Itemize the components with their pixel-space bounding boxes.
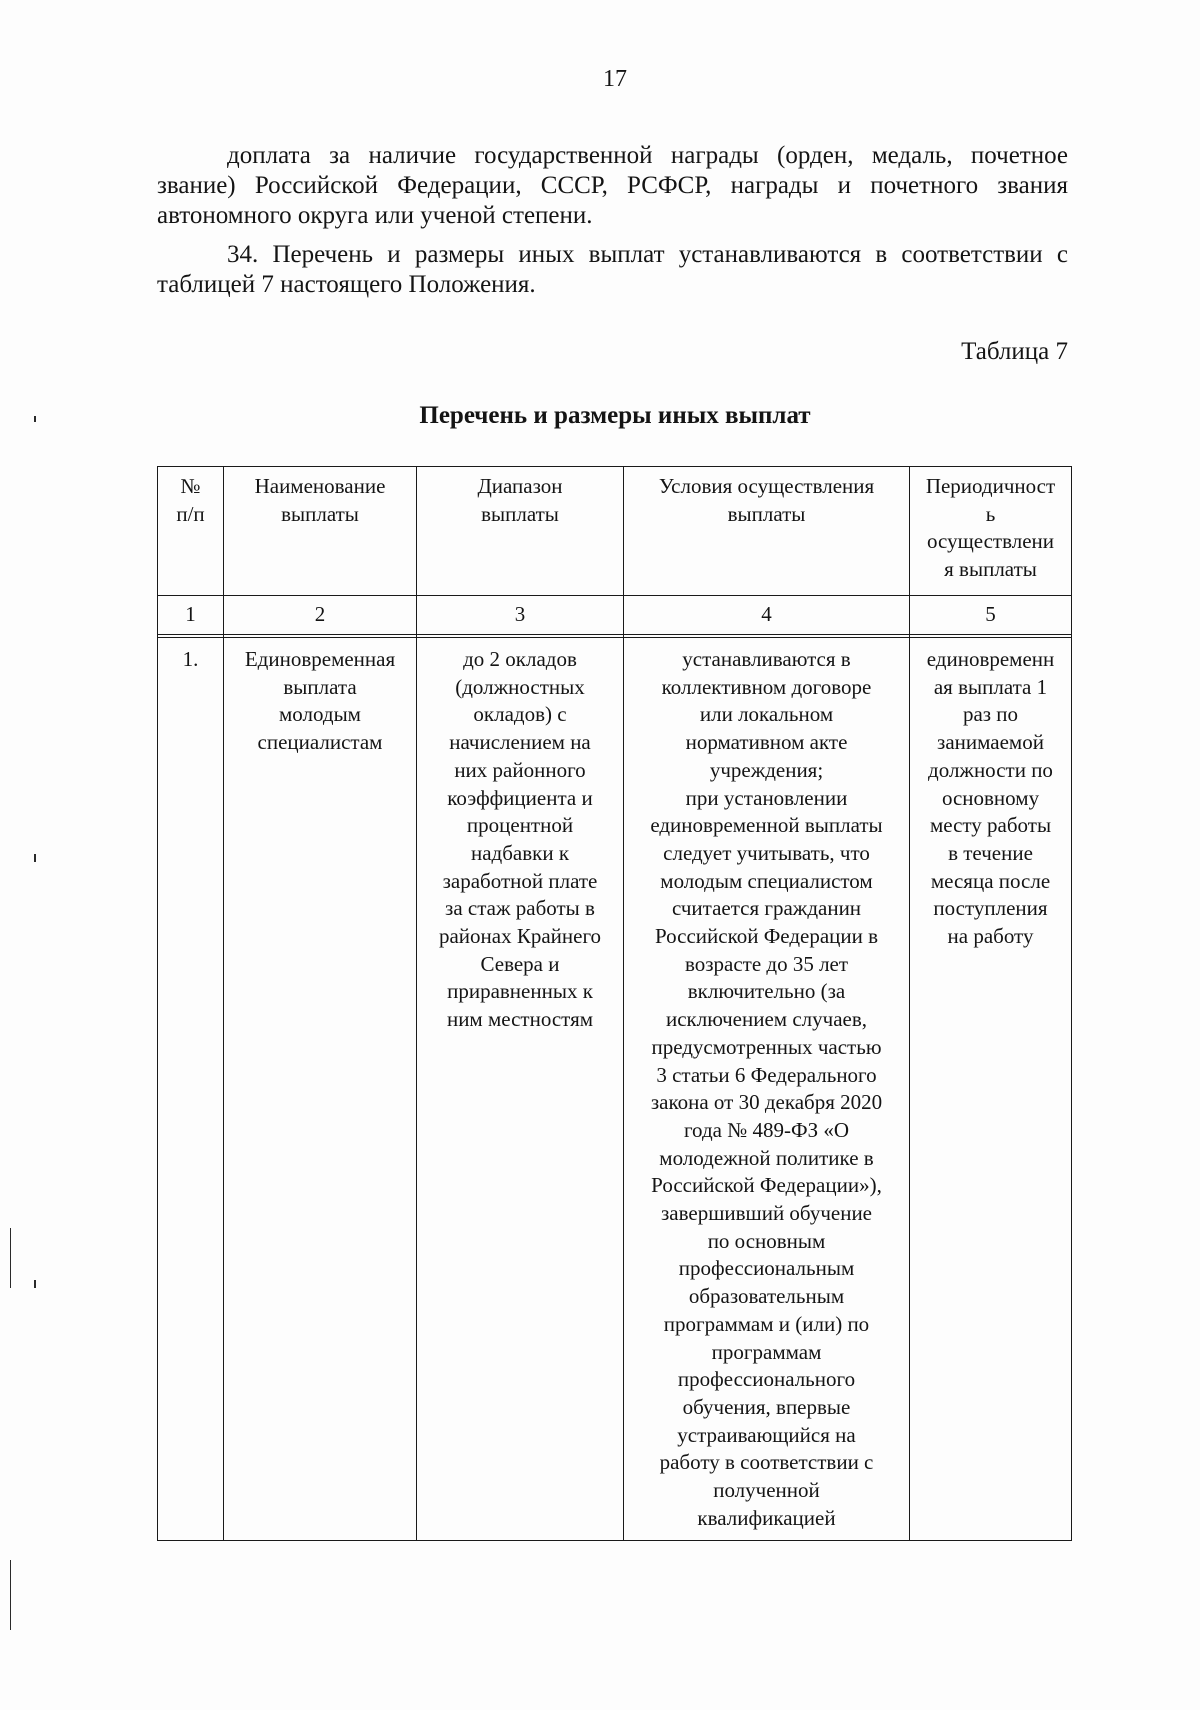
cell-text-line: коллективном договоре: [661, 674, 872, 699]
cell-text-line: единовременн: [926, 647, 1055, 671]
cell-text-line: выплаты: [727, 501, 806, 526]
cell-text-line: по основным: [707, 1228, 826, 1253]
cell-text-line: или локальном: [699, 702, 834, 727]
cell-text-line: №: [180, 474, 201, 498]
scan-margin-mark: [34, 416, 36, 422]
cell-text-line: выплата: [283, 674, 357, 699]
cell-text-line: единовременной выплаты: [650, 813, 883, 838]
cell-text-line: профессиональным: [678, 1256, 855, 1281]
row-payment-name: [224, 638, 417, 1541]
cell-text-line: ая выплата 1: [933, 674, 1048, 699]
cell-text-line: Диапазон: [477, 474, 563, 498]
column-number: 1: [158, 596, 224, 635]
cell-text-line: устанавливаются в: [682, 647, 851, 671]
scan-margin-mark: [10, 1228, 11, 1288]
row-number: 1.: [158, 638, 224, 1541]
scan-margin-mark: [34, 1280, 36, 1288]
cell-text-line: раз по: [962, 702, 1019, 727]
row-payment-conditions: [624, 638, 910, 1541]
cell-text-line: предусмотренных частью: [651, 1034, 882, 1059]
cell-text-line: исключением случаев,: [665, 1007, 868, 1032]
cell-text-line: профессионального: [677, 1367, 856, 1392]
cell-text-line: выплаты: [281, 501, 359, 526]
cell-text-line: занимаемой: [937, 730, 1044, 755]
cell-text-line: начислением на: [449, 730, 591, 755]
cell-text-line: надбавки к: [470, 840, 570, 865]
header-cell-periodicity: [910, 467, 1072, 596]
cell-text-line: нормативном акте: [685, 730, 848, 755]
paragraph-2-text: 34. Перечень и размеры иных выплат устанавливаются в соответствии с таблицей 7 настоящего Положения.: [157, 241, 1068, 298]
cell-text-line: в течение: [948, 840, 1033, 865]
table-title: Перечень и размеры иных выплат: [419, 402, 811, 429]
cell-text-line: Российской Федерации в: [654, 924, 879, 949]
column-number-row: [158, 596, 1072, 635]
cell-text-line: должности по: [928, 757, 1053, 782]
cell-text-line: программам: [711, 1339, 822, 1364]
cell-text-line: заработной плате: [442, 868, 598, 893]
cell-text-line: Российской Федерации»),: [651, 1173, 882, 1198]
cell-text-line: до 2 окладов: [463, 647, 577, 671]
cell-text-line: закона от 30 декабря 2020: [650, 1090, 883, 1115]
page-number: 17: [603, 66, 627, 92]
cell-text-line: образовательным: [688, 1284, 845, 1309]
cell-text-line: работу в соответствии с: [659, 1450, 874, 1475]
cell-text-line: 3 статьи 6 Федерального: [656, 1062, 877, 1087]
cell-text-line: обучения, впервые: [682, 1394, 851, 1419]
column-number: 2: [224, 596, 417, 635]
cell-text-line: них районного: [454, 757, 586, 782]
cell-text-line: месту работы: [929, 813, 1052, 838]
scan-margin-mark: [34, 854, 36, 862]
cell-text-line: Наименование: [254, 474, 386, 498]
cell-text-line: устраивающийся на: [677, 1422, 856, 1447]
column-number: 4: [624, 596, 910, 635]
cell-text-line: п/п: [176, 501, 205, 526]
cell-text-line: следует учитывать, что: [663, 840, 870, 865]
header-cell-conditions: [624, 467, 910, 596]
row-payment-range: [417, 638, 624, 1541]
cell-text-line: за стаж работы в: [445, 896, 595, 921]
paragraph-1-text: доплата за наличие государственной награды (орден, медаль, почетное звание) Российской Федерации, СССР, РСФСР, награды и почетного звания автономного округа или ученой степени.: [157, 142, 1068, 229]
column-number: 3: [417, 596, 624, 635]
column-number: 5: [910, 596, 1072, 635]
cell-text-line: Единовременная: [244, 647, 396, 671]
table-label: Таблица 7: [961, 338, 1068, 365]
payments-table: [157, 466, 1072, 1541]
cell-text-line: молодым: [279, 702, 361, 727]
cell-text-line: Периодичност: [925, 474, 1056, 498]
cell-text-line: специалистам: [257, 730, 383, 755]
cell-text-line: приравненных к: [447, 979, 593, 1004]
row-payment-periodicity: [910, 638, 1072, 1541]
cell-text-line: ь: [985, 501, 996, 526]
header-cell-range: [417, 467, 624, 596]
header-cell-name: [224, 467, 417, 596]
cell-text-line: года № 489-ФЗ «О: [683, 1117, 850, 1142]
cell-text-line: возрасте до 35 лет: [684, 951, 849, 976]
cell-text-line: при установлении: [685, 785, 848, 810]
cell-text-line: молодежной политике в: [659, 1145, 874, 1170]
cell-text-line: Условия осуществления: [658, 474, 875, 498]
cell-text-line: окладов) с: [473, 702, 567, 727]
cell-text-line: считается гражданин: [671, 896, 862, 921]
cell-text-line: процентной: [466, 813, 574, 838]
cell-text-line: месяца после: [930, 868, 1051, 893]
cell-text-line: поступления: [933, 896, 1048, 921]
cell-text-line: полученной: [713, 1478, 820, 1503]
cell-text-line: завершивший обучение: [660, 1201, 872, 1226]
header-cell-num: [158, 467, 224, 596]
cell-text-line: основному: [941, 785, 1040, 810]
cell-text-line: районах Крайнего: [438, 924, 602, 949]
scan-margin-mark: [10, 1560, 11, 1630]
cell-text-line: квалификацией: [697, 1505, 836, 1530]
cell-text-line: осуществлени: [927, 529, 1054, 554]
cell-text-line: коэффициента и: [447, 785, 593, 810]
cell-text-line: ним местностям: [446, 1007, 594, 1032]
cell-text-line: (должностных: [455, 674, 585, 699]
cell-text-line: на работу: [947, 924, 1034, 949]
cell-text-line: Севера и: [480, 951, 560, 976]
cell-text-line: молодым специалистом: [660, 868, 873, 893]
cell-text-line: выплаты: [481, 501, 559, 526]
paragraph-award-bonus: [157, 141, 1068, 231]
cell-text-line: включительно (за: [687, 979, 846, 1004]
cell-text-line: учреждения;: [709, 757, 824, 782]
table-header-row: [158, 467, 1072, 596]
cell-text-line: я выплаты: [944, 557, 1037, 582]
paragraph-34: [157, 240, 1068, 300]
table-row: [158, 638, 1072, 1541]
cell-text-line: программам и (или) по: [663, 1311, 870, 1336]
